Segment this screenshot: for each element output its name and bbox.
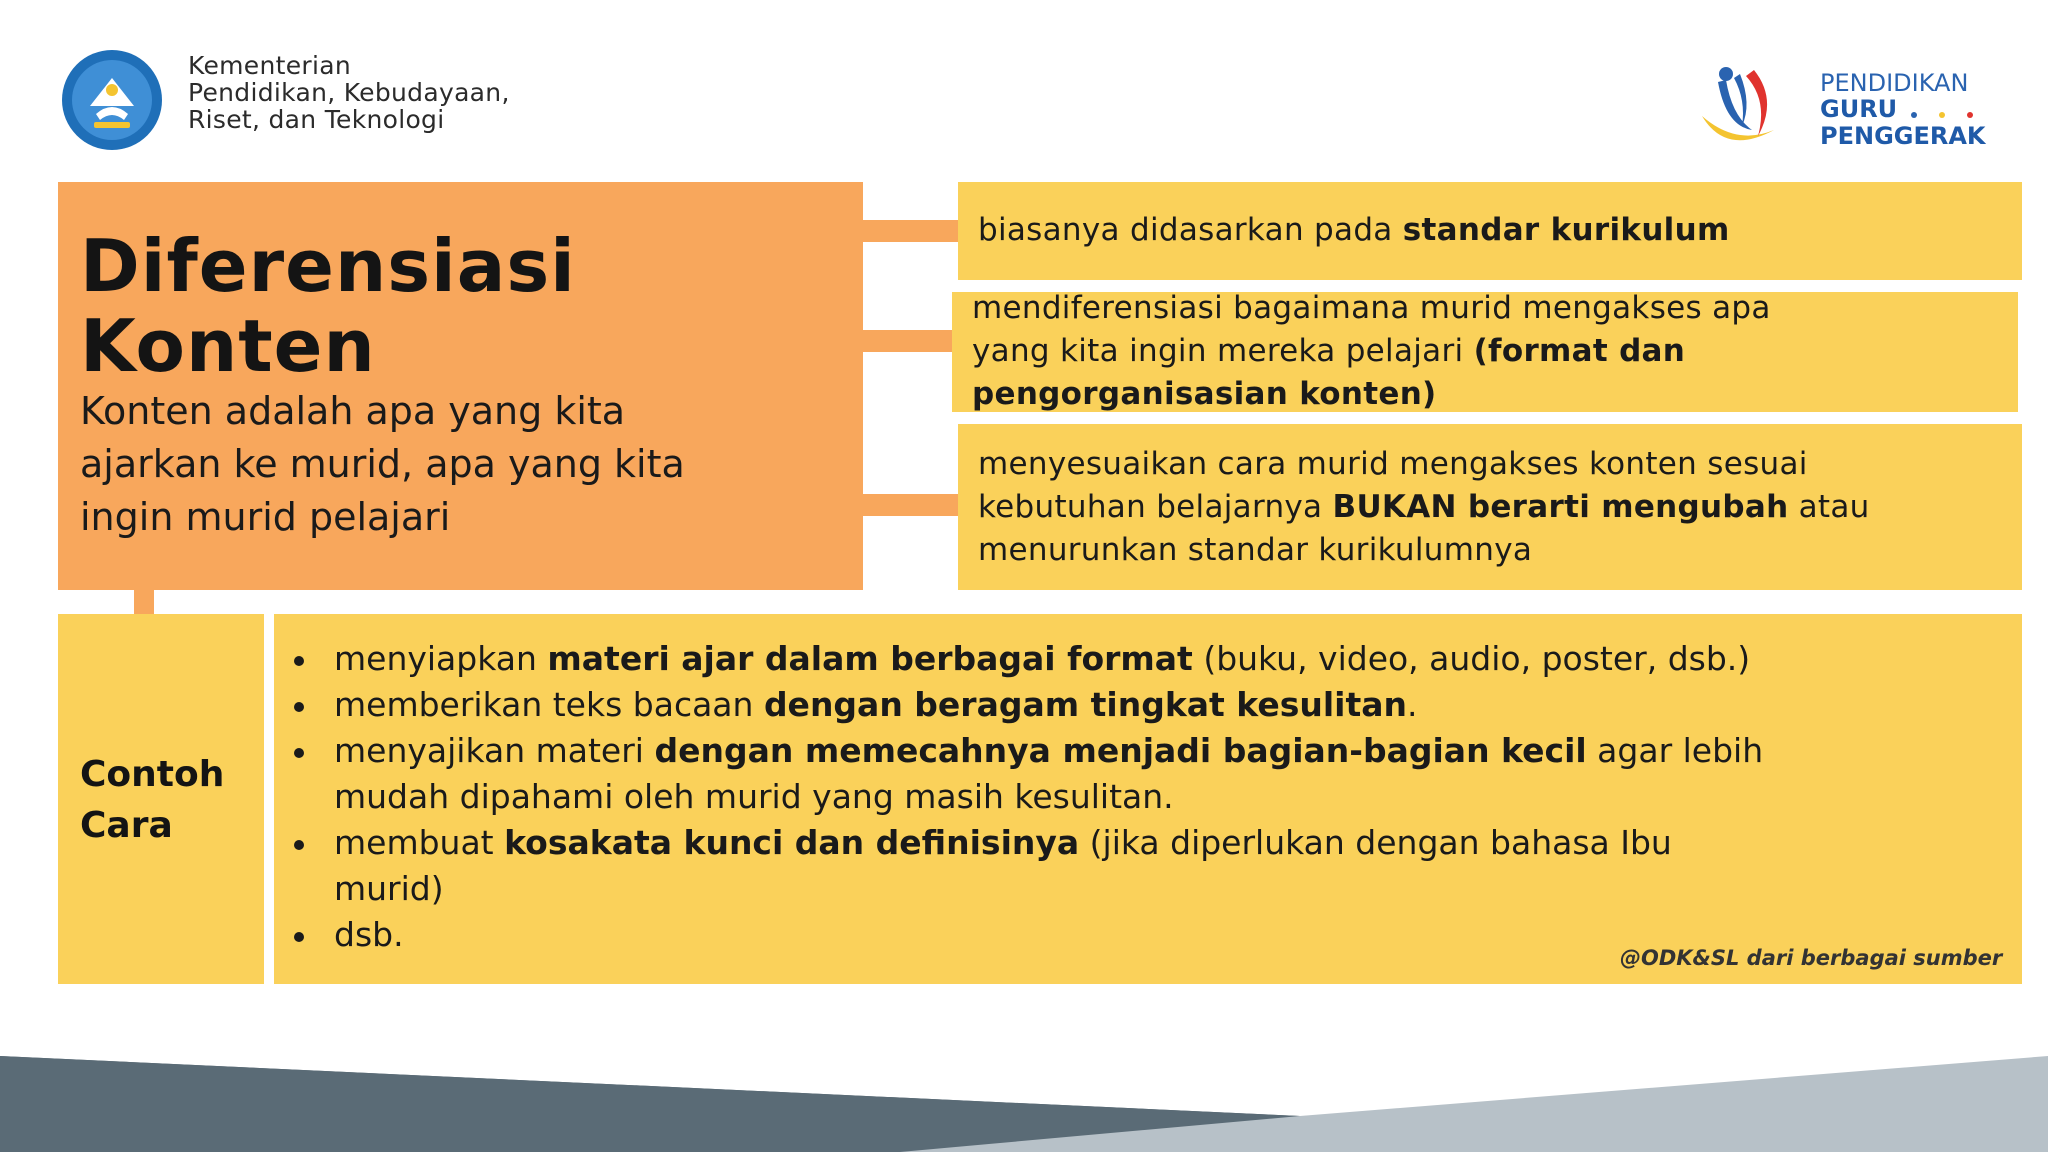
program-line-2: GURU — [1820, 96, 1995, 123]
point-text-3: menyesuaikan cara murid mengakses konten sesuai kebutuhan belajarnya BUKAN berarti mengubah atau menurunkan standar kurikulumnya — [978, 446, 1870, 568]
ministry-line-3: Riset, dan Teknologi — [188, 105, 445, 134]
footer-decoration — [0, 1056, 2048, 1152]
connector-2 — [862, 330, 954, 352]
program-dots — [1911, 97, 1995, 123]
program-name — [1820, 70, 1995, 149]
ministry-line-2: Pendidikan, Kebudayaan, — [188, 78, 510, 107]
source-credit: @ODK&SL dari berbagai sumber — [1620, 946, 2003, 970]
ministry-name — [188, 52, 510, 133]
list-item: memberikan teks bacaan dengan beragam tingkat kesulitan. — [290, 682, 1763, 728]
program-line-3: PENGGERAK — [1820, 122, 1986, 150]
page-title — [80, 226, 576, 386]
title-line-1: Diferensiasi — [80, 224, 576, 308]
list-item: menyiapkan materi ajar dalam berbagai format (buku, video, audio, poster, dsb.) — [290, 636, 1763, 682]
definition-text: Konten adalah apa yang kita ajarkan ke murid, apa yang kita ingin murid pelajari — [80, 389, 685, 539]
list-item: menyajikan materi dengan memecahnya menjadi bagian-bagian kecil agar lebih mudah dipahami oleh murid yang masih kesulitan. — [290, 728, 1763, 820]
title-line-2: Konten — [80, 304, 376, 388]
list-item: dsb. — [290, 912, 1763, 958]
program-line-1: PENDIDIKAN — [1820, 69, 1969, 97]
connector-1 — [862, 220, 958, 242]
list-item: membuat kosakata kunci dan definisinya (jika diperlukan dengan bahasa Ibu murid) — [290, 820, 1763, 912]
point-text-2: mendiferensiasi bagaimana murid mengakses apa yang kita ingin mereka pelajari (format dan pengorganisasian konten) — [972, 290, 1771, 412]
point-text-1: biasanya didasarkan pada standar kurikulum — [978, 212, 1730, 248]
connector-4 — [134, 588, 154, 614]
examples-label: Contoh Cara — [80, 754, 225, 846]
examples-list — [290, 636, 1763, 958]
guru-penggerak-logo — [1696, 60, 1792, 152]
connector-3 — [862, 494, 958, 516]
ministry-line-1: Kementerian — [188, 51, 351, 80]
ministry-logo — [60, 48, 164, 152]
